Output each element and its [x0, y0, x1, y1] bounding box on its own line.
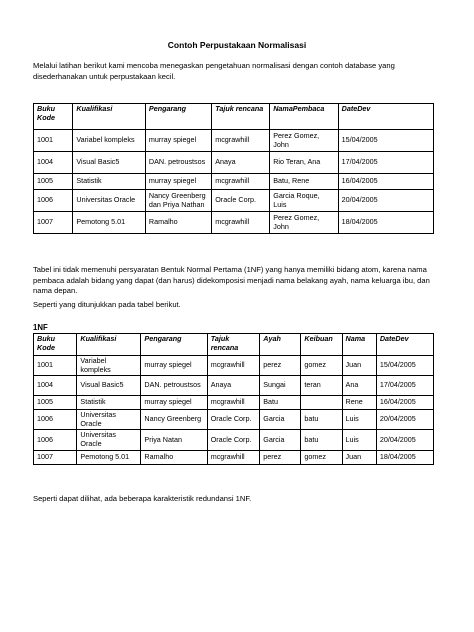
table-cell: murray spiegel — [141, 356, 207, 376]
column-header: Pengarang — [145, 104, 211, 130]
table-cell: 15/04/2005 — [376, 356, 433, 376]
table-cell: Ramalho — [141, 450, 207, 464]
table-cell: 17/04/2005 — [376, 376, 433, 396]
section-label-1nf: 1NF — [33, 323, 48, 332]
library-table-1nf — [33, 333, 434, 465]
column-header: Ayah — [260, 334, 301, 356]
table-cell: Ana — [342, 376, 376, 396]
table-cell: murray spiegel — [145, 130, 211, 152]
table-cell: Luis — [342, 430, 376, 450]
table-row — [34, 130, 434, 152]
table-cell: 18/04/2005 — [376, 450, 433, 464]
table-cell: 1006 — [34, 190, 73, 212]
table-cell: batu — [301, 410, 342, 430]
table-cell: Pemotong 5.01 — [77, 450, 141, 464]
table-cell: Statistik — [77, 396, 141, 410]
table-cell: murray spiegel — [141, 396, 207, 410]
table-cell: mcgrawhill — [212, 174, 270, 190]
table-cell: Oracle Corp. — [207, 430, 260, 450]
table-cell: Luis — [342, 410, 376, 430]
table-cell: Sungai — [260, 376, 301, 396]
table-cell: teran — [301, 376, 342, 396]
table-row — [34, 212, 434, 234]
table-row — [34, 396, 434, 410]
table-row — [34, 152, 434, 174]
column-header: Tajuk rencana — [207, 334, 260, 356]
table-cell: 20/04/2005 — [376, 430, 433, 450]
table-cell: Oracle Corp. — [207, 410, 260, 430]
table-cell: murray spiegel — [145, 174, 211, 190]
table-cell: gomez — [301, 450, 342, 464]
table-cell: Nancy Greenberg — [141, 410, 207, 430]
table-cell: Anaya — [212, 152, 270, 174]
table-cell: DAN. petroustsos — [145, 152, 211, 174]
table-header-row — [34, 334, 434, 356]
closing-paragraph: Seperti dapat dilihat, ada beberapa karakteristik redundansi 1NF. — [33, 494, 252, 503]
table-cell: mcgrawhill — [207, 356, 260, 376]
table-cell: Variabel kompleks — [73, 130, 146, 152]
column-header: Kualifikasi — [77, 334, 141, 356]
table-cell: Universitas Oracle — [77, 410, 141, 430]
table-cell: Nancy Greenberg dan Priya Nathan — [145, 190, 211, 212]
table-cell: 1001 — [34, 130, 73, 152]
table-cell: Pemotong 5.01 — [73, 212, 146, 234]
intro-paragraph: Melalui latihan berikut kami mencoba menegaskan pengetahuan normalisasi dengan contoh database yang disederhanakan untuk perpustakaan kecil. — [33, 61, 395, 81]
table-cell: perez — [260, 450, 301, 464]
table-cell: 1004 — [34, 376, 77, 396]
table-cell: 17/04/2005 — [338, 152, 433, 174]
table-cell: 1006 — [34, 410, 77, 430]
table-cell: mcgrawhill — [212, 212, 270, 234]
table-cell: Visual Basic5 — [73, 152, 146, 174]
table-cell: Batu — [260, 396, 301, 410]
table-cell: 1005 — [34, 396, 77, 410]
table-cell: Oracle Corp. — [212, 190, 270, 212]
column-header: Pengarang — [141, 334, 207, 356]
table-cell: Universitas Oracle — [73, 190, 146, 212]
table-cell: 20/04/2005 — [376, 410, 433, 430]
table-row — [34, 450, 434, 464]
column-header: DateDev — [338, 104, 433, 130]
table-cell: 16/04/2005 — [376, 396, 433, 410]
table-cell: Ramalho — [145, 212, 211, 234]
table-cell: batu — [301, 430, 342, 450]
table-cell: Rene — [342, 396, 376, 410]
table-cell: gomez — [301, 356, 342, 376]
table-cell: 1001 — [34, 356, 77, 376]
table-row — [34, 410, 434, 430]
table-cell: 20/04/2005 — [338, 190, 433, 212]
table-cell: mcgrawhill — [212, 130, 270, 152]
explanation-paragraph: Tabel ini tidak memenuhi persyaratan Bentuk Normal Pertama (1NF) yang hanya memiliki bidang atom, karena nama pembaca adalah bidang yang dapat (dan harus) didekomposisi menjadi nama belakang ayah, nama keluarga ibu, dan nama depan. — [33, 265, 430, 295]
page-title: Contoh Perpustakaan Normalisasi — [167, 40, 307, 50]
column-header: Keibuan — [301, 334, 342, 356]
table-cell — [301, 396, 342, 410]
table-cell: mcgrawhill — [207, 396, 260, 410]
column-header: DateDev — [376, 334, 433, 356]
library-table-unnormalized — [33, 103, 434, 234]
shown-below-paragraph: Seperti yang ditunjukkan pada tabel berikut. — [33, 300, 181, 309]
table-cell: Visual Basic5 — [77, 376, 141, 396]
table-cell: mcgrawhill — [207, 450, 260, 464]
table-cell: Universitas Oracle — [77, 430, 141, 450]
table-cell: 15/04/2005 — [338, 130, 433, 152]
column-header: Kualifikasi — [73, 104, 146, 130]
table-cell: 1006 — [34, 430, 77, 450]
table-cell: Juan — [342, 450, 376, 464]
table-row — [34, 190, 434, 212]
table-cell: Perez Gomez, John — [270, 130, 338, 152]
table-cell: 18/04/2005 — [338, 212, 433, 234]
table-cell: Garcia Roque, Luis — [270, 190, 338, 212]
table-cell: Batu, Rene — [270, 174, 338, 190]
table-row — [34, 430, 434, 450]
table-cell: Anaya — [207, 376, 260, 396]
table-cell: Variabel kompleks — [77, 356, 141, 376]
table-cell: 1007 — [34, 450, 77, 464]
table-cell: Juan — [342, 356, 376, 376]
table-cell: Garcia — [260, 410, 301, 430]
table-cell: DAN. petroustsos — [141, 376, 207, 396]
column-header: Buku Kode — [34, 104, 73, 130]
table-cell: Garcia — [260, 430, 301, 450]
table-cell: 1005 — [34, 174, 73, 190]
table-cell: 1007 — [34, 212, 73, 234]
column-header: Buku Kode — [34, 334, 77, 356]
table-cell: Rio Teran, Ana — [270, 152, 338, 174]
table-row — [34, 376, 434, 396]
column-header: Nama — [342, 334, 376, 356]
table-cell: Statistik — [73, 174, 146, 190]
table-cell: 1004 — [34, 152, 73, 174]
column-header: Tajuk rencana — [212, 104, 270, 130]
table-cell: Priya Natan — [141, 430, 207, 450]
table-header-row — [34, 104, 434, 130]
column-header: NamaPembaca — [270, 104, 338, 130]
table-row — [34, 356, 434, 376]
table-row — [34, 174, 434, 190]
table-cell: perez — [260, 356, 301, 376]
table-cell: 16/04/2005 — [338, 174, 433, 190]
table-cell: Perez Gomez, John — [270, 212, 338, 234]
